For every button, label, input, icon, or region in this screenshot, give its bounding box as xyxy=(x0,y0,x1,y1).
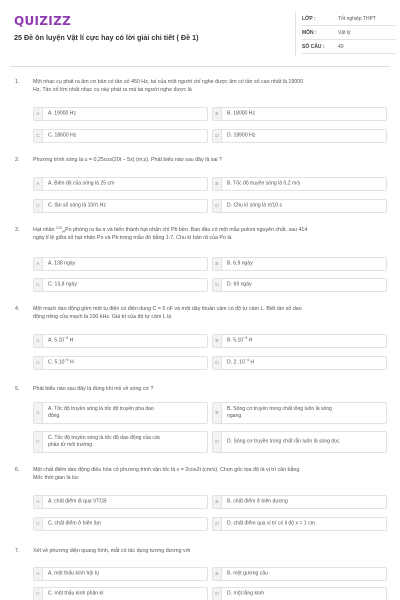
option-letter: B xyxy=(213,496,222,508)
option-text-line: động xyxy=(48,413,60,419)
question-text xyxy=(33,306,388,321)
option-text: D. Chu kì sóng là π/10 s xyxy=(227,202,283,209)
option-a[interactable] xyxy=(33,257,208,271)
option-base: B. 5.10 xyxy=(227,337,244,344)
question-text-line: Hz. Tần số lớn nhất nhạc cụ này phát ra mà tai người nghe được là xyxy=(33,86,192,93)
option-b[interactable] xyxy=(212,177,387,191)
option-c[interactable] xyxy=(33,517,208,531)
option-text: A. 138 ngày xyxy=(48,260,76,267)
option-unit: H xyxy=(247,337,253,344)
question-number: 6. xyxy=(15,467,20,473)
question-text-rest: Po phóng ra tia α và biến thành hạt nhân chì Pb bền. Ban đầu có một mẫu poloni nguyên chất, sau 414 xyxy=(65,227,308,233)
option-letter: B xyxy=(213,568,222,580)
option-letter: C xyxy=(34,279,43,291)
option-letter: B xyxy=(213,108,222,120)
option-letter: D xyxy=(213,279,222,291)
worksheet-title: 25 Đề ôn luyện Vật lí cực hay có lời giải chi tiết ( Đề 1) xyxy=(14,33,199,42)
option-letter: B xyxy=(213,258,222,270)
option-text xyxy=(227,406,382,420)
option-letter: B xyxy=(213,403,222,423)
option-d[interactable] xyxy=(212,356,387,370)
meta-subject-value: Vật lý xyxy=(338,30,351,36)
option-text xyxy=(48,335,203,345)
option-letter: C xyxy=(34,588,43,600)
option-text: A. một thấu kính hội tụ xyxy=(48,570,99,577)
option-b[interactable] xyxy=(212,402,387,424)
atomic-number: 84 xyxy=(61,229,66,234)
option-letter: A xyxy=(34,178,43,190)
option-b[interactable] xyxy=(212,334,387,348)
question-text-line: động riêng của mạch là 100 kHz. Giá trị của độ tự cảm L là xyxy=(33,313,172,320)
question-text xyxy=(33,467,388,482)
option-letter: D xyxy=(213,357,222,369)
meta-class xyxy=(302,12,396,26)
option-letter: B xyxy=(213,178,222,190)
option-c[interactable] xyxy=(33,356,208,370)
option-b[interactable] xyxy=(212,107,387,121)
option-text: C. chất điểm ở biên âm xyxy=(48,520,101,527)
option-letter: A xyxy=(34,258,43,270)
option-text: D. 18900 Hz xyxy=(227,132,256,139)
option-b[interactable] xyxy=(212,567,387,581)
question-text-line: Một nhạc cụ phát ra âm cơ bản có tần số 450 Hz, tai của một người chỉ nghe được âm có tần số cao nhất là 19000 xyxy=(33,79,304,85)
question-number: 7. xyxy=(15,548,20,554)
question-text-line: Phát biểu nào sau đây là đúng khi nói về sóng cơ ? xyxy=(33,386,154,392)
meta-class-value: Tốt nghiệp THPT xyxy=(338,16,376,22)
option-unit: H xyxy=(68,337,74,344)
option-text-line: C. Tốc độ truyền sóng là tốc độ dao động của các xyxy=(48,435,161,442)
option-b[interactable] xyxy=(212,495,387,509)
meta-subject xyxy=(302,26,396,40)
option-exponent: −5 xyxy=(64,357,69,362)
mass-number: 210 xyxy=(55,225,62,230)
meta-count xyxy=(302,40,396,54)
option-exponent: −4 xyxy=(244,357,249,362)
option-base: A. 5.10 xyxy=(48,337,65,344)
option-text: A. Biên độ của sóng là 25 cm xyxy=(48,180,115,187)
question-text-line: Xét về phương diện quang hình, mắt có tác dụng tương đương với xyxy=(33,548,191,554)
question-text-line: ngày tỉ lệ giữa số hạt nhân Po và Pb trong mẫu đó bằng 1:7. Chu kì bán rã của Po là xyxy=(33,234,232,241)
question-text xyxy=(33,227,388,242)
option-text-line: D. Sóng cơ truyền trong chất rắn luôn là sóng dọc xyxy=(227,438,340,445)
option-c[interactable] xyxy=(33,199,208,213)
option-text: D. 69 ngày xyxy=(227,281,252,288)
option-c[interactable] xyxy=(33,431,208,453)
question-text xyxy=(33,157,388,165)
option-exponent: −4 xyxy=(243,335,248,340)
option-text: B. một gương cầu xyxy=(227,570,269,577)
quizizz-logo: QUIZIZZ xyxy=(14,14,72,28)
option-text: A. 19000 Hz xyxy=(48,110,77,117)
meta-underline xyxy=(302,53,396,54)
option-letter: B xyxy=(213,335,222,347)
option-letter: A xyxy=(34,568,43,580)
option-c[interactable] xyxy=(33,278,208,292)
worksheet-header xyxy=(0,0,400,62)
option-base: D. 2. 10 xyxy=(227,359,245,366)
option-text: B. 6,9 ngày xyxy=(227,260,253,267)
meta-divider xyxy=(295,12,296,56)
option-c[interactable] xyxy=(33,587,208,600)
question-number: 1. xyxy=(15,79,20,85)
option-letter: A xyxy=(34,335,43,347)
question-number: 2. xyxy=(15,157,20,163)
option-letter: C xyxy=(34,357,43,369)
question-number: 5. xyxy=(15,386,20,392)
question-number: 4. xyxy=(15,306,20,312)
option-text-line: A. Tốc độ truyền sóng là tốc độ truyền pha dao xyxy=(48,406,154,413)
option-unit: H xyxy=(248,359,255,366)
meta-count-label: SỐ CÂU : xyxy=(302,44,325,50)
option-d[interactable] xyxy=(212,431,387,453)
option-text: D. một lăng kính xyxy=(227,590,265,597)
option-text: D. chất điểm qua vị trí có li độ x = 1 cm xyxy=(227,520,315,527)
option-text-line: ngang xyxy=(227,413,242,419)
option-d[interactable] xyxy=(212,278,387,292)
option-a[interactable] xyxy=(33,334,208,348)
option-text xyxy=(227,439,382,446)
option-text: C. 18600 Hz xyxy=(48,132,77,139)
option-text: B. chất điểm ở biên dương xyxy=(227,498,288,505)
question-text xyxy=(33,79,388,94)
option-a[interactable] xyxy=(33,402,208,424)
option-unit: H xyxy=(68,359,74,366)
meta-count-value: 40 xyxy=(338,44,344,50)
option-exponent: −5 xyxy=(64,335,69,340)
question-text-line: Phương trình sóng là u = 0,25cos(20t − 5x) (m;s). Phát biểu nào sau đây là sai ? xyxy=(33,157,222,163)
option-letter: C xyxy=(34,200,43,212)
option-text: B. 18000 Hz xyxy=(227,110,256,117)
option-letter: D xyxy=(213,130,222,142)
option-letter: A xyxy=(34,403,43,423)
option-letter: C xyxy=(34,432,43,452)
option-letter: C xyxy=(34,518,43,530)
option-d[interactable] xyxy=(212,129,387,143)
option-d[interactable] xyxy=(212,587,387,600)
option-c[interactable] xyxy=(33,129,208,143)
option-a[interactable] xyxy=(33,567,208,581)
question-text xyxy=(33,548,388,556)
option-base: C. 5.10 xyxy=(48,359,65,366)
option-text: C. tần số sóng là 10/π Hz xyxy=(48,202,106,209)
option-text xyxy=(48,406,203,420)
meta-class-label: LỚP : xyxy=(302,16,316,22)
option-text xyxy=(48,357,203,367)
option-text xyxy=(48,435,203,449)
nuclide-notation xyxy=(55,225,66,234)
option-text-line: phần tử môi trường xyxy=(48,442,93,448)
option-letter: D xyxy=(213,200,222,212)
meta-subject-label: MÔN : xyxy=(302,30,317,36)
option-letter: D xyxy=(213,432,222,452)
option-d[interactable] xyxy=(212,199,387,213)
question-text-line xyxy=(33,227,388,235)
question-text-line: Một chất điểm dao động điều hòa có phương trình vận tốc là v = 2cos2t (cm/s). Chọn gốc tọa độ là vị trí cân bằng. xyxy=(33,467,301,473)
option-text: B. Tốc độ truyền sóng là 0,2 m/s xyxy=(227,180,301,187)
option-letter: A xyxy=(34,496,43,508)
option-text: A. chất điểm đi qua VTCB xyxy=(48,498,107,505)
header-divider xyxy=(10,66,390,67)
option-b[interactable] xyxy=(212,257,387,271)
option-letter: D xyxy=(213,518,222,530)
option-text xyxy=(227,335,382,345)
option-letter: D xyxy=(213,588,222,600)
option-text: C. 13,8 ngày xyxy=(48,281,77,288)
option-a[interactable] xyxy=(33,495,208,509)
option-a[interactable] xyxy=(33,107,208,121)
option-d[interactable] xyxy=(212,517,387,531)
question-number: 3. xyxy=(15,227,20,233)
question-text xyxy=(33,386,388,394)
question-text-line: Một mạch dao động gồm một tụ điện có điện dung C = 5 nF và một dây thuần cảm có độ tự cảm L. Biết tần số dao xyxy=(33,306,302,312)
question-text-prefix: Hạt nhân xyxy=(33,227,56,233)
question-text-line: Mốc thời gian là lúc xyxy=(33,474,79,481)
option-text: C. một thấu kính phân kì xyxy=(48,590,104,597)
option-letter: A xyxy=(34,108,43,120)
option-text-line: B. Sóng cơ truyền trong chất lỏng luôn là sóng xyxy=(227,406,332,413)
option-text xyxy=(227,357,382,367)
option-letter: C xyxy=(34,130,43,142)
option-a[interactable] xyxy=(33,177,208,191)
